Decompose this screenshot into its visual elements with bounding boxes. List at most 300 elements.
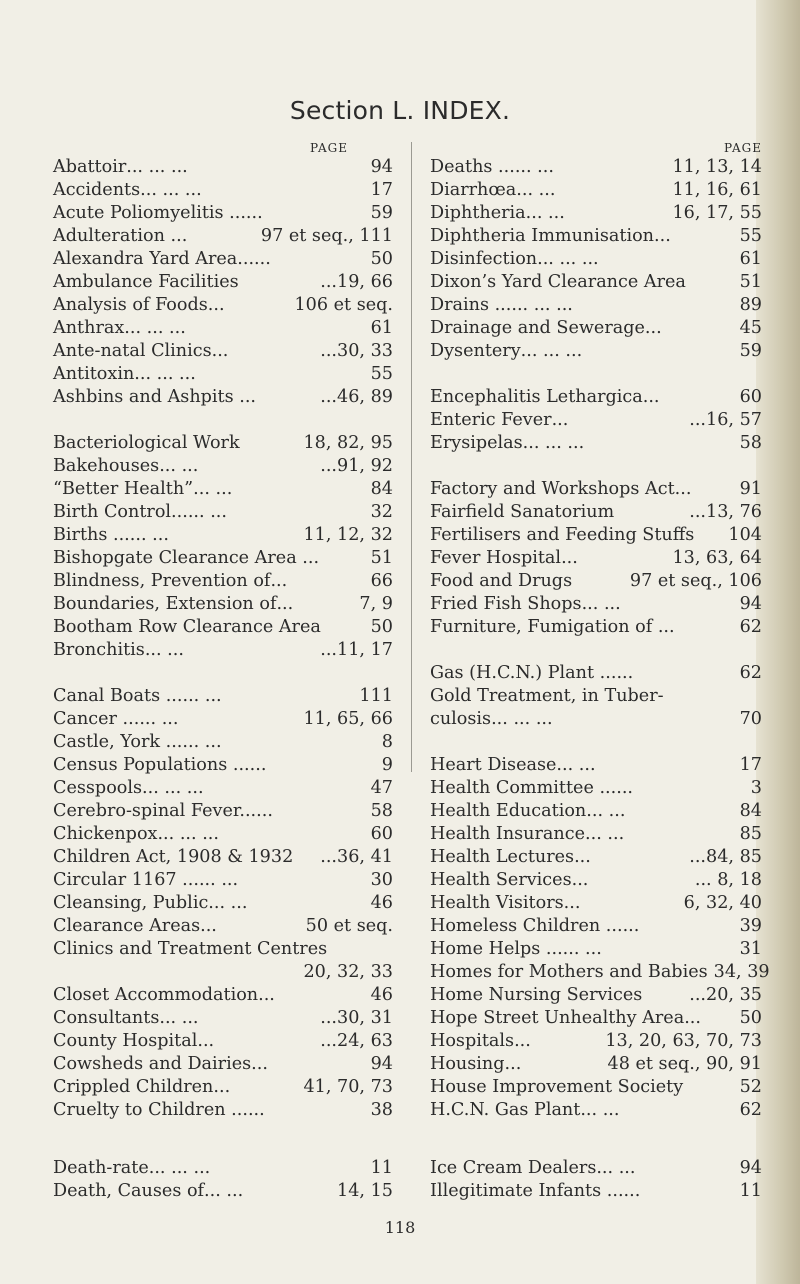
index-column-right — [430, 140, 770, 1203]
index-entry-term: Health Lectures — [430, 847, 575, 867]
index-entry-page: 94 — [739, 1158, 762, 1178]
index-entry-page: ...16, 57 — [689, 410, 762, 430]
index-entry — [430, 616, 762, 639]
index-entry-page: 84 — [370, 479, 393, 499]
index-entry — [53, 478, 393, 501]
index-entry-page: 55 — [370, 364, 393, 384]
index-entry — [53, 363, 393, 386]
index-entry — [430, 961, 770, 984]
index-entry-page: 11, 12, 32 — [303, 525, 393, 545]
index-entry-term: Drainage and Sewerage — [430, 318, 645, 338]
section-gap — [430, 455, 762, 478]
index-entry-term: Cleansing, Public — [53, 893, 209, 913]
index-entry — [430, 685, 762, 708]
index-entry — [53, 961, 393, 984]
index-entry-term: Factory and Workshops Act... — [430, 479, 692, 499]
index-entry-term: Bronchitis — [53, 640, 145, 660]
section-gap — [430, 363, 762, 386]
index-entry-term: Deaths ... — [430, 157, 515, 177]
index-entry-term: Alexandra Yard Area... — [53, 249, 255, 269]
section-gap — [53, 662, 393, 685]
index-entry — [430, 984, 762, 1007]
index-entry — [53, 1099, 393, 1122]
index-entry-term: County Hospital — [53, 1031, 198, 1051]
index-entries-left — [53, 156, 393, 1203]
index-entry-term: Children Act, 1908 & 1932 — [53, 847, 294, 867]
index-entry-page: 11, 16, 61 — [672, 180, 762, 200]
index-entry-page: 85 — [739, 824, 762, 844]
index-entry — [430, 340, 762, 363]
index-entry-page: 106 et seq. — [294, 295, 393, 315]
index-entry — [430, 915, 762, 938]
index-entry-term: Health Education — [430, 801, 587, 821]
index-entry-page: 46 — [370, 893, 393, 913]
section-gap — [53, 1145, 393, 1157]
index-entry-page: 14, 15 — [337, 1181, 393, 1201]
index-entry-leader: ... — [644, 318, 662, 338]
index-entry-leader: ... — [616, 663, 634, 683]
index-entry — [53, 455, 393, 478]
index-entry — [430, 156, 762, 179]
index-entry-page: 32 — [370, 502, 393, 522]
index-entry-term: Erysipelas — [430, 433, 523, 453]
index-entry-page: ...91, 92 — [320, 456, 393, 476]
index-entry-page: ...36, 41 — [320, 847, 393, 867]
index-entry-leader: ... ... ... — [157, 824, 219, 844]
index-entry-leader: ... ... — [208, 893, 248, 913]
index-entry-page: 16, 17, 55 — [672, 203, 762, 223]
index-entry — [53, 271, 393, 294]
index-entry — [53, 501, 393, 524]
index-entry — [430, 478, 762, 501]
index-entry — [430, 225, 762, 248]
index-entry-page: ...46, 89 — [320, 387, 393, 407]
index-entry-page: ...19, 66 — [320, 272, 393, 292]
index-entry-leader: ... ... — [182, 732, 222, 752]
index-entry-page: 61 — [370, 318, 393, 338]
section-gap — [53, 1122, 393, 1145]
index-entry — [53, 386, 393, 409]
index-entry-term: Bishopgate Clearance Area ... — [53, 548, 320, 568]
index-entry-term: Death, Causes of — [53, 1181, 205, 1201]
column-header-page: PAGE — [724, 141, 762, 155]
index-entry-term: “Better Health” — [53, 479, 194, 499]
index-entry-term: Birth Control... — [53, 502, 188, 522]
index-entry-page: ...20, 35 — [689, 985, 762, 1005]
index-entry-term: Closet Accommodation — [53, 985, 259, 1005]
page-number: 118 — [384, 1218, 416, 1237]
index-entry — [430, 1076, 762, 1099]
index-entry-page: 66 — [370, 571, 393, 591]
index-entry — [430, 547, 762, 570]
index-entry — [430, 800, 762, 823]
index-entry — [430, 1030, 762, 1053]
index-entry-leader: ... ... — [525, 203, 565, 223]
index-entry-page: 9 — [381, 755, 393, 775]
index-entry-leader: ... ... — [159, 1008, 199, 1028]
index-entry-leader: ... ... ... — [148, 1158, 211, 1178]
index-entry-leader: ... ... ... — [522, 433, 585, 453]
index-entry-term: House Improvement Society — [430, 1077, 684, 1097]
index-entry-term: Bacteriological Work — [53, 433, 240, 453]
index-entry-term: Accidents — [53, 180, 141, 200]
index-entry — [430, 294, 762, 317]
index-entry — [53, 202, 393, 225]
index-entry-term: Clearance Areas — [53, 916, 201, 936]
index-entry-page: 50 — [370, 249, 393, 269]
index-entry-page: 62 — [739, 617, 762, 637]
index-entry-leader: ... — [197, 1031, 215, 1051]
index-entry-term: Crippled Children — [53, 1077, 214, 1097]
page-edge-shadow — [756, 0, 800, 1284]
index-entry-leader: ... — [207, 295, 225, 315]
index-entry-page: 59 — [739, 341, 762, 361]
index-entry-page: 104 — [728, 525, 762, 545]
index-entry-leader: ... ... — [144, 640, 184, 660]
index-entry-page: 31 — [739, 939, 762, 959]
index-entry — [53, 685, 393, 708]
index-entry-leader: ... ... ... — [126, 157, 188, 177]
index-entry-term: Ashbins and Ashpits ... — [53, 387, 257, 407]
index-entry — [430, 524, 762, 547]
index-entry-term: Bakehouses — [53, 456, 160, 476]
index-entry-page: 17 — [370, 180, 393, 200]
index-entry-term: Fairfield Sanatorium — [430, 502, 615, 522]
index-entry — [430, 248, 762, 271]
index-entry-leader: ... — [563, 893, 581, 913]
section-gap — [53, 409, 393, 432]
index-entry — [53, 1076, 393, 1099]
index-entry-term: Diphtheria — [430, 203, 526, 223]
index-entry-leader: ... — [245, 203, 263, 223]
index-entry-term: Health Services — [430, 870, 572, 890]
index-entry-term: Boundaries, Extension of — [53, 594, 277, 614]
index-entry-leader: ... — [504, 1054, 522, 1074]
index-entry-term: Diphtheria Immunisation — [430, 226, 655, 246]
index-entry-term: Drains ... — [430, 295, 512, 315]
index-entry-term: Food and Drugs — [430, 571, 573, 591]
index-entry-term: Dysentery — [430, 341, 521, 361]
index-entry — [53, 869, 393, 892]
index-entry-term: Ante-natal Clinics — [53, 341, 212, 361]
index-entry-page: ...24, 63 — [320, 1031, 393, 1051]
index-entry — [53, 294, 393, 317]
index-entry-page: 39 — [739, 916, 762, 936]
index-entry — [430, 754, 762, 777]
index-entry-page: 41, 70, 73 — [303, 1077, 393, 1097]
index-entry-leader: ... — [623, 1181, 641, 1201]
index-entry — [430, 179, 762, 202]
index-entry — [53, 984, 393, 1007]
section-gap — [430, 1145, 762, 1157]
index-entry-leader: ... — [213, 1077, 231, 1097]
index-entry-leader: ... ... ... — [134, 364, 196, 384]
index-entry-leader: ... ... — [187, 502, 227, 522]
index-entry-leader: ... ... — [198, 870, 239, 890]
index-entry — [53, 225, 393, 248]
index-entry-leader: ... — [276, 594, 294, 614]
index-entry-term: Chickenpox — [53, 824, 158, 844]
index-entry — [53, 777, 393, 800]
index-entry-leader: ... — [249, 755, 267, 775]
index-entry-page: 34, 39 — [713, 962, 770, 982]
index-entry-page: 20, 32, 33 — [303, 962, 393, 982]
index-entry — [430, 570, 762, 593]
index-entry — [430, 1007, 762, 1030]
index-entry — [53, 1180, 393, 1203]
index-entry-leader: ... — [251, 1054, 268, 1074]
index-entry-term: Homeless Children ... — [430, 916, 623, 936]
index-entry-leader: ... ... — [182, 686, 222, 706]
index-entry — [53, 317, 393, 340]
index-entry-term: Bootham Row Clearance Area — [53, 617, 321, 637]
index-entry — [430, 271, 762, 294]
index-entry-page: 94 — [370, 157, 393, 177]
index-entry — [53, 846, 393, 869]
index-entry — [53, 616, 393, 639]
index-entry-page: ... 8, 18 — [694, 870, 762, 890]
index-entry-term: Fried Fish Shops — [430, 594, 582, 614]
index-entry — [53, 708, 393, 731]
index-entry-page: 52 — [739, 1077, 762, 1097]
index-entry — [53, 1157, 393, 1180]
index-entry-page: 13, 20, 63, 70, 73 — [605, 1031, 762, 1051]
index-entry-leader: ... ... — [581, 594, 621, 614]
index-entry — [430, 892, 762, 915]
index-entry-page: 50 — [370, 617, 393, 637]
index-entry-leader: ... — [211, 341, 229, 361]
index-entry-term: Disinfection — [430, 249, 538, 269]
index-entry — [430, 386, 762, 409]
index-entry-leader: ... ... — [159, 456, 199, 476]
index-entry-leader: ... — [571, 870, 589, 890]
index-entry — [53, 340, 393, 363]
index-entry-term: Health Visitors — [430, 893, 564, 913]
index-entry-page: 59 — [370, 203, 393, 223]
index-entry — [430, 777, 762, 800]
index-entry-term: Hope Street Unhealthy Area... — [430, 1008, 701, 1028]
index-entry — [53, 938, 393, 961]
index-entry-page: 84 — [739, 801, 762, 821]
index-entry-page: 70 — [739, 709, 762, 729]
index-entry-page: 18, 82, 95 — [303, 433, 393, 453]
index-entry-leader: ... ... — [193, 479, 233, 499]
index-entry-term: Home Nursing Services — [430, 985, 643, 1005]
index-entry-term: Adulteration ... — [53, 226, 188, 246]
page-heading: Section L. INDEX. — [289, 96, 511, 125]
index-entry — [53, 179, 393, 202]
index-entry-leader: ... ... — [204, 1181, 244, 1201]
index-entry — [430, 1053, 762, 1076]
index-entry-leader: ... ... ... — [511, 295, 573, 315]
index-entry-leader: ... — [551, 410, 569, 430]
index-entry-leader: ... ... ... — [140, 180, 202, 200]
index-entry-term: Blindness, Prevention of — [53, 571, 271, 591]
index-entry-page: 91 — [739, 479, 762, 499]
index-entry-term: Castle, York ... — [53, 732, 183, 752]
index-entry-term: Death-rate — [53, 1158, 149, 1178]
index-entry-page: 97 et seq., 106 — [629, 571, 762, 591]
index-entry — [430, 202, 762, 225]
index-entry — [53, 800, 393, 823]
section-gap — [430, 731, 762, 754]
index-entry — [53, 524, 393, 547]
index-entry-leader: ... ... — [129, 525, 169, 545]
index-entry-term: Enteric Fever — [430, 410, 552, 430]
index-entry-leader: ... — [561, 548, 578, 568]
index-entry — [53, 1030, 393, 1053]
index-column-left — [53, 140, 393, 1203]
index-entry-term: Cruelty to Children ... — [53, 1100, 248, 1120]
index-entry-page: 38 — [370, 1100, 393, 1120]
index-entry-term: Acute Poliomyelitis ... — [53, 203, 246, 223]
index-entry — [430, 662, 762, 685]
index-entry — [430, 1099, 762, 1122]
index-entry-term: Homes for Mothers and Babies — [430, 962, 708, 982]
column-divider — [411, 142, 412, 772]
index-entry-leader: ... — [200, 916, 217, 936]
index-entry-term: Consultants — [53, 1008, 160, 1028]
index-entry — [430, 708, 762, 731]
index-entry-term: Cerebro-spinal Fever... — [53, 801, 257, 821]
index-entry — [53, 1007, 393, 1030]
index-entry-leader: ... ... — [514, 157, 554, 177]
index-entry — [53, 892, 393, 915]
index-entry-term: Health Insurance — [430, 824, 586, 844]
index-entry-page: 7, 9 — [359, 594, 393, 614]
index-entry-page: ...30, 31 — [320, 1008, 393, 1028]
index-entry-page: 8 — [381, 732, 393, 752]
index-entry-page: ...11, 17 — [320, 640, 393, 660]
index-entry — [53, 915, 393, 938]
index-entry — [430, 593, 762, 616]
index-entries-right — [430, 156, 770, 1203]
index-entry — [53, 593, 393, 616]
index-entry-term: Diarrhœa — [430, 180, 517, 200]
index-entry-page: 60 — [739, 387, 762, 407]
index-entry-leader: ... ... — [139, 709, 179, 729]
index-entry-page: 46 — [370, 985, 393, 1005]
index-entry — [53, 754, 393, 777]
index-entry — [53, 570, 393, 593]
index-entry — [53, 547, 393, 570]
index-entry — [430, 432, 762, 455]
index-entry-page: 55 — [739, 226, 762, 246]
index-entry-term: Fever Hospital — [430, 548, 562, 568]
index-entry — [53, 639, 393, 662]
index-entry-term: Analysis of Foods — [53, 295, 208, 315]
index-entry-page: 94 — [739, 594, 762, 614]
index-entry-page: 13, 63, 64 — [672, 548, 762, 568]
index-entry — [430, 317, 762, 340]
index-entry-page: ...84, 85 — [689, 847, 762, 867]
index-entry-term: Cowsheds and Dairies — [53, 1054, 252, 1074]
index-entry-page: 48 et seq., 90, 91 — [607, 1054, 762, 1074]
index-entry-term: Home Helps ... — [430, 939, 563, 959]
index-entry-leader: ... — [654, 226, 671, 246]
index-entry-leader: ... — [622, 916, 640, 936]
index-entry — [430, 869, 762, 892]
index-entry-leader: ... — [254, 249, 271, 269]
index-entry-leader: ... ... ... — [124, 318, 186, 338]
index-entry-term: Hospitals — [430, 1031, 515, 1051]
index-entry — [430, 938, 762, 961]
index-entry-term: Gold Treatment, in Tuber- — [430, 686, 664, 706]
index-entry-page: 58 — [370, 801, 393, 821]
section-gap — [430, 1122, 762, 1145]
index-entry-leader: ... ... ... — [537, 249, 599, 269]
index-entry-page: 60 — [370, 824, 393, 844]
index-entry-leader: ... ... ... — [520, 341, 583, 361]
index-entry-term: H.C.N. Gas Plant — [430, 1100, 581, 1120]
index-entry — [430, 1180, 762, 1203]
index-entry — [53, 731, 393, 754]
index-entry-term: Abattoir — [53, 157, 127, 177]
index-entry-leader: ... ... ... — [142, 778, 204, 798]
index-entry — [430, 501, 762, 524]
index-entry-page: 62 — [739, 663, 762, 683]
index-entry-leader: ... ... — [556, 755, 596, 775]
index-entry-leader: ... — [256, 801, 273, 821]
index-entry-page: 50 — [739, 1008, 762, 1028]
index-entry-leader: ... ... — [516, 180, 556, 200]
index-entry — [53, 248, 393, 271]
index-entry-term: Gas (H.C.N.) Plant ... — [430, 663, 617, 683]
section-gap — [430, 639, 762, 662]
index-entry-page: 11 — [370, 1158, 393, 1178]
index-entry-term: Fertilisers and Feeding Stuffs — [430, 525, 695, 545]
index-entry-page: 6, 32, 40 — [683, 893, 762, 913]
index-entry-leader: ... ... — [562, 939, 602, 959]
index-entry-leader: ... ... ... — [491, 709, 553, 729]
index-entry-term: Antitoxin — [53, 364, 135, 384]
index-entry-leader: ... — [616, 778, 634, 798]
index-entry — [430, 823, 762, 846]
index-entry-leader: ... — [642, 387, 660, 407]
index-entry-page: 47 — [370, 778, 393, 798]
index-entry-term: Ambulance Facilities — [53, 272, 239, 292]
index-entry-leader: ... — [247, 1100, 265, 1120]
index-entry — [430, 1157, 762, 1180]
index-entry-page: 11, 13, 14 — [672, 157, 762, 177]
index-entry-leader: ... — [574, 847, 591, 867]
index-entry-term: Cancer ... — [53, 709, 140, 729]
index-entry-page: 17 — [739, 755, 762, 775]
index-entry-term: Dixon’s Yard Clearance Area — [430, 272, 686, 292]
index-entry-term: Births ... — [53, 525, 130, 545]
index-entry-leader: ... — [258, 985, 275, 1005]
index-entry — [53, 823, 393, 846]
index-entry-term: culosis — [430, 709, 492, 729]
index-entry-term: Heart Disease — [430, 755, 557, 775]
index-entry-term: Encephalitis Lethargica — [430, 387, 643, 407]
index-entry-page: 11, 65, 66 — [303, 709, 393, 729]
index-entry-page: 111 — [359, 686, 393, 706]
index-entry-term: Furniture, Fumigation of ... — [430, 617, 675, 637]
index-entry-term: Canal Boats ... — [53, 686, 183, 706]
index-entry-term: Anthrax — [53, 318, 125, 338]
index-entry-term: Census Populations ... — [53, 755, 250, 775]
index-entry-page: 45 — [739, 318, 762, 338]
index-entry-term: Health Committee ... — [430, 778, 617, 798]
index-entry-page: 30 — [370, 870, 393, 890]
index-entry-term: Circular 1167 ... — [53, 870, 199, 890]
index-entry — [430, 846, 762, 869]
index-entry-term: Clinics and Treatment Centres — [53, 939, 328, 959]
index-entry-page: ...30, 33 — [320, 341, 393, 361]
index-entry-page: 61 — [739, 249, 762, 269]
index-entry-leader: ... ... — [580, 1100, 620, 1120]
